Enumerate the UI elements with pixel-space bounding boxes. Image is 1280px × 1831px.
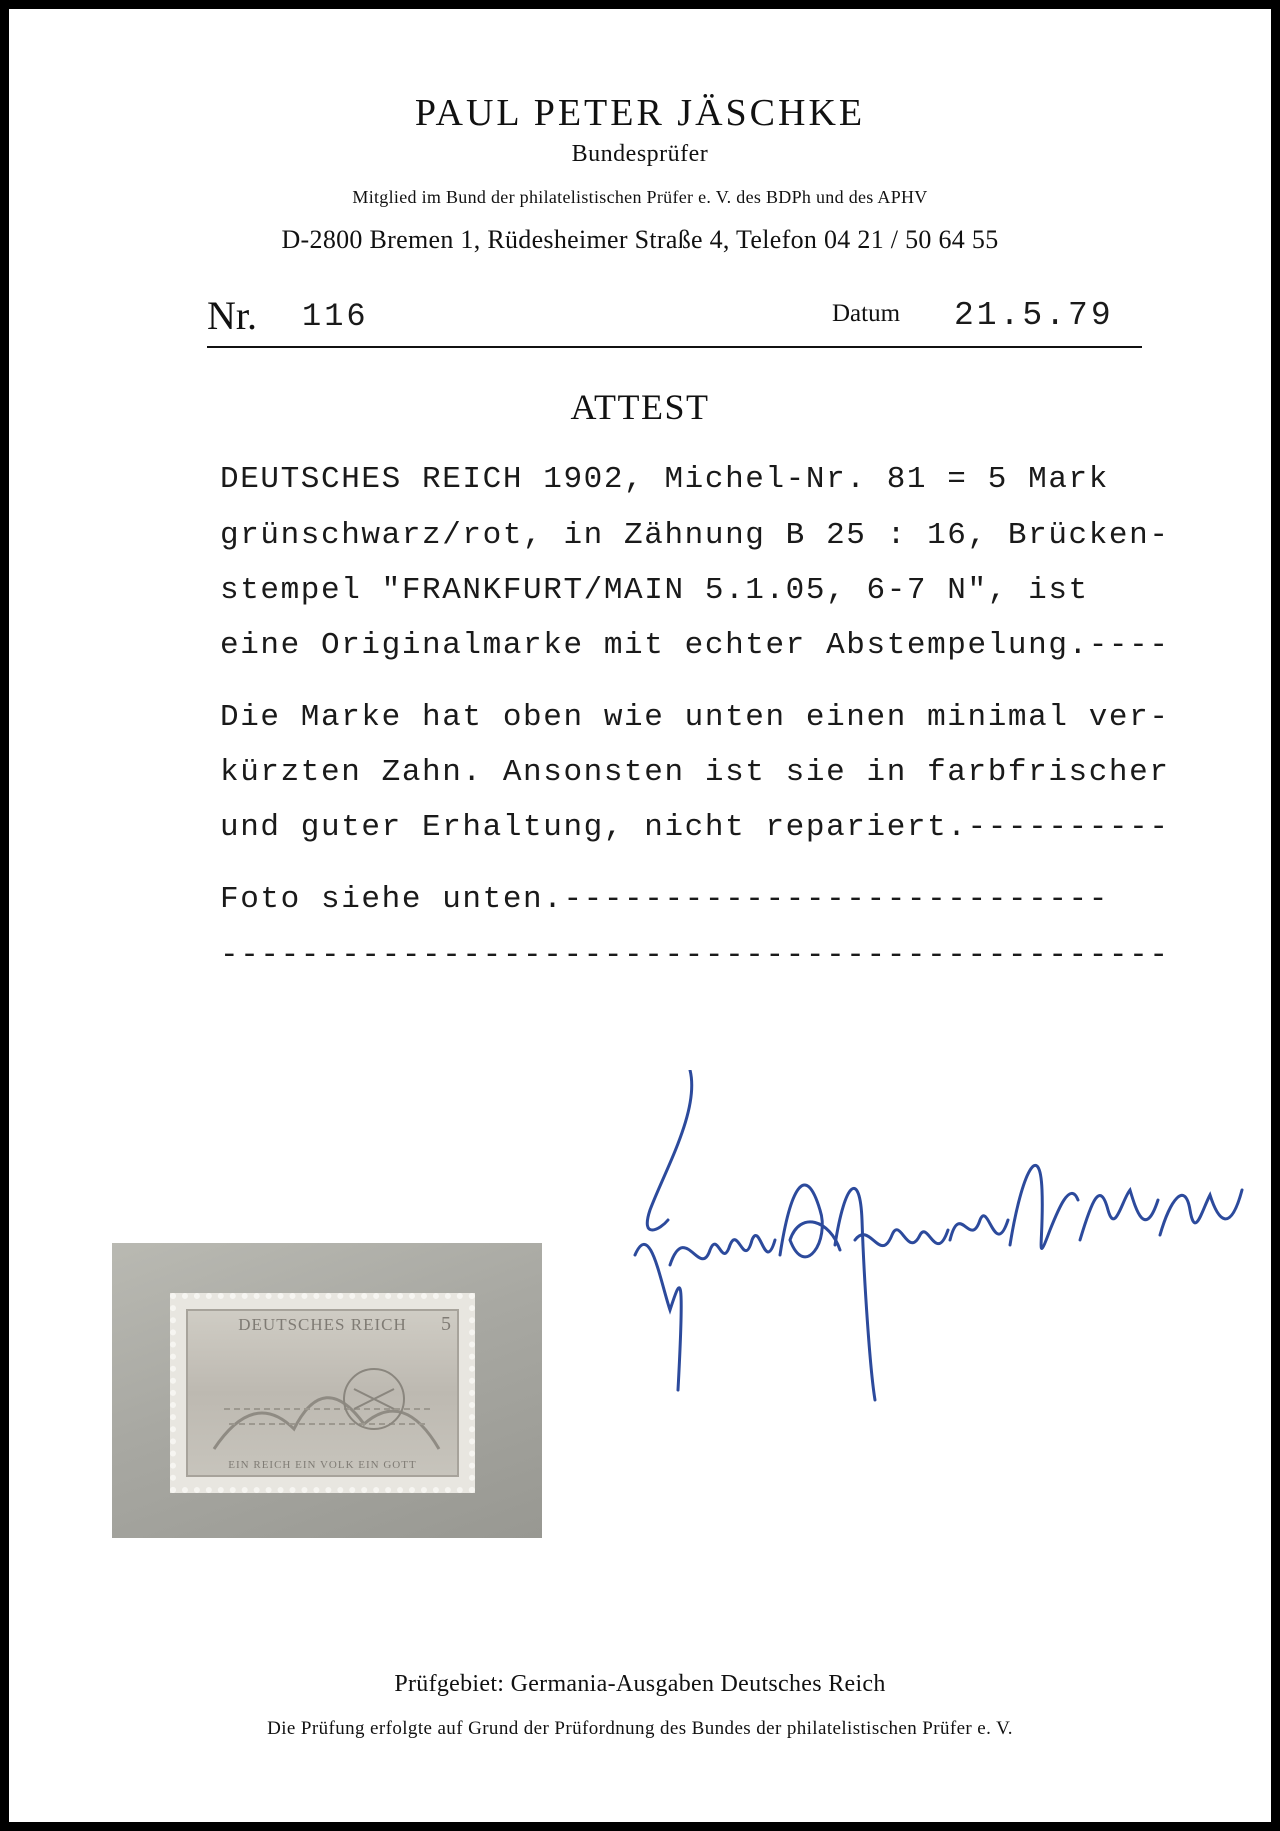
header-rule bbox=[207, 346, 1142, 348]
membership-line: Mitglied im Bund der philatelistischen Prüfer e. V. des BDPh und des APHV bbox=[352, 187, 928, 207]
signature bbox=[630, 1070, 1250, 1410]
body-line: DEUTSCHES REICH 1902, Michel-Nr. 81 = 5 Mark bbox=[220, 462, 1109, 497]
date-label: Datum bbox=[832, 300, 901, 327]
stamp-motto-text: EIN REICH EIN VOLK EIN GOTT bbox=[228, 1459, 417, 1471]
stamp-header-text: DEUTSCHES REICH bbox=[238, 1315, 407, 1334]
stamp-photo bbox=[112, 1243, 542, 1538]
body-line: Die Marke hat oben wie unten einen minimal ver- bbox=[220, 700, 1170, 735]
body-line: kürzten Zahn. Ansonsten ist sie in farbfrischer bbox=[220, 755, 1170, 790]
date-value: 21.5.79 bbox=[954, 297, 1114, 334]
footer-scope: Prüfgebiet: Germania-Ausgaben Deutsches Reich bbox=[394, 1671, 886, 1697]
body-line: stempel "FRANKFURT/MAIN 5.1.05, 6-7 N", ist bbox=[220, 573, 1089, 608]
address-line: D-2800 Bremen 1, Rüdesheimer Straße 4, Telefon 04 21 / 50 64 55 bbox=[281, 225, 999, 254]
nr-value: 116 bbox=[302, 298, 369, 335]
stamp-value-text: 5 bbox=[441, 1313, 451, 1335]
attest-heading: ATTEST bbox=[570, 387, 710, 427]
body-line: Foto siehe unten.--------------------------- bbox=[220, 882, 1109, 917]
body-line: eine Originalmarke mit echter Abstempelung.---- bbox=[220, 628, 1170, 663]
expert-name: PAUL PETER JÄSCHKE bbox=[414, 92, 866, 134]
stamp-image bbox=[170, 1293, 475, 1493]
body-line: grünschwarz/rot, in Zähnung B 25 : 16, Brücken- bbox=[220, 518, 1170, 553]
stamp-design bbox=[186, 1309, 459, 1477]
body-line: ----------------------------------------------- bbox=[220, 938, 1170, 973]
expert-title: Bundesprüfer bbox=[571, 141, 709, 167]
footer-rules: Die Prüfung erfolgte auf Grund der Prüfordnung des Bundes der philatelistischen Prüfer e. V. bbox=[267, 1718, 1013, 1739]
body-line: und guter Erhaltung, nicht repariert.---------- bbox=[220, 810, 1170, 845]
nr-label: Nr. bbox=[207, 293, 257, 338]
